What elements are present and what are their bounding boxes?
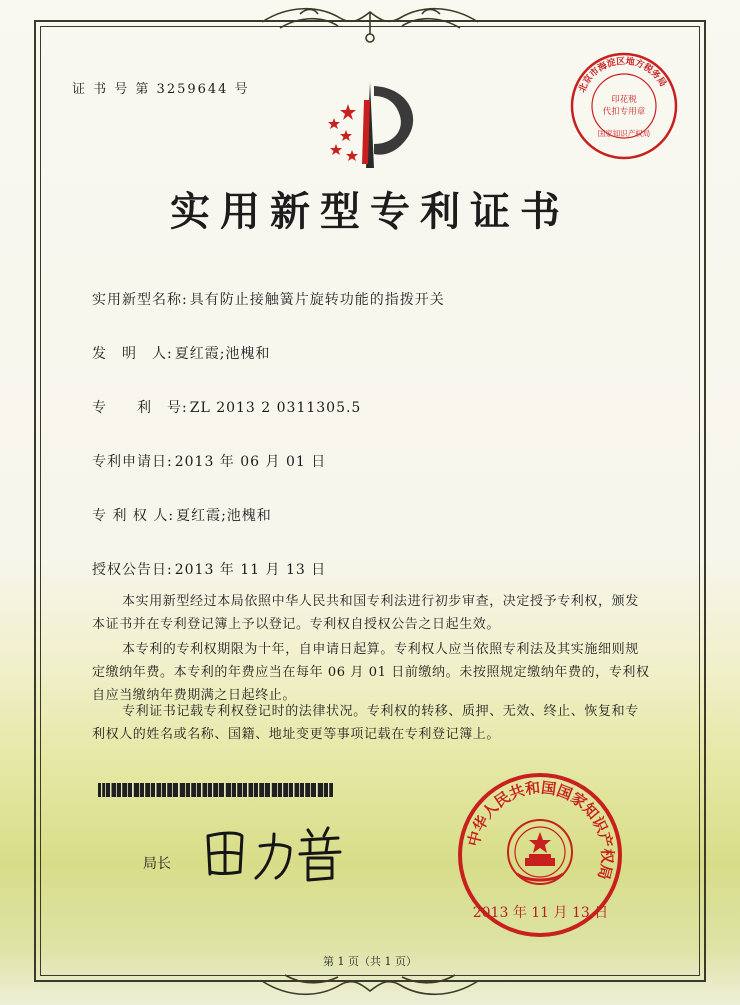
stamp-date: 2013 年 11 月 13 日 — [472, 905, 609, 921]
page-number: 第 1 页（共 1 页） — [323, 955, 417, 968]
field-label: 授权公告日 — [92, 562, 167, 578]
small-stamp-center-line1: 印花税 — [611, 95, 637, 105]
certificate-number-label: 证 书 号 第 — [72, 82, 151, 97]
field-filing-date: 专利申请日: 2013 年 06 月 01 日 — [92, 454, 327, 470]
field-label: 发 明 人 — [92, 346, 167, 362]
tax-stamp-icon — [568, 50, 680, 162]
field-value: 夏红霞;池槐和 — [176, 508, 272, 524]
barcode-icon — [98, 783, 333, 797]
field-value: 2013 年 06 月 01 日 — [174, 454, 327, 470]
patent-office-emblem-icon — [308, 64, 428, 184]
handwritten-signature — [198, 822, 358, 886]
field-label: 专 利 号 — [92, 400, 182, 416]
big-stamp-ring-text: 中华人民共和国国家知识产权局 — [464, 778, 617, 882]
body-paragraph-1: 本实用新型经过本局依照中华人民共和国专利法进行初步审查，决定授予专利权，颁发本证书并在专利登记簿上予以登记。专利权自授权公告之日起生效。 — [92, 594, 639, 632]
certificate-number-suffix: 号 — [234, 82, 250, 97]
national-emblem-icon — [508, 820, 572, 884]
director-label: 局长 — [143, 856, 171, 872]
field-label: 专 利 权 人 — [92, 508, 169, 524]
field-patent-number: 专 利 号: ZL 2013 2 0311305.5 — [92, 400, 362, 416]
small-stamp-bottom-text: 国家知识产权局 — [597, 129, 651, 138]
small-stamp-center-line2: 代扣专用章 — [602, 107, 646, 117]
certificate-title: 实用新型专利证书 — [170, 190, 570, 234]
field-utility-model-name: 实用新型名称: 具有防止接触簧片旋转功能的指拨开关 — [92, 292, 445, 308]
body-paragraph-2: 本专利的专利权期限为十年，自申请日起算。专利权人应当依照专利法及其实施细则规定缴纳年费。本专利的年费应当在每年 06 月 01 日前缴纳。未按照规定缴纳年费的，专利权自应当缴纳年费期满之日起终止。 — [92, 642, 650, 703]
body-paragraph-3: 专利证书记载专利权登记时的法律状况。专利权的转移、质押、无效、终止、恢复和专利权人的姓名或名称、国籍、地址变更等事项记载在专利登记簿上。 — [92, 704, 639, 742]
field-value: 夏红霞;池槐和 — [174, 346, 271, 362]
field-label: 实用新型名称 — [92, 292, 182, 308]
certificate-number-value: 3259644 — [156, 82, 229, 97]
field-patentee: 专 利 权 人: 夏红霞;池槐和 — [92, 508, 272, 524]
field-grant-date: 授权公告日: 2013 年 11 月 13 日 — [92, 562, 327, 578]
field-inventor: 发 明 人: 夏红霞;池槐和 — [92, 346, 271, 362]
field-value: 具有防止接触簧片旋转功能的指拨开关 — [189, 292, 445, 308]
field-value: ZL 2013 2 0311305.5 — [189, 400, 362, 416]
certificate-number — [72, 78, 250, 97]
field-label: 专利申请日 — [92, 454, 167, 470]
field-value: 2013 年 11 月 13 日 — [174, 562, 327, 578]
small-stamp-ring-text: 北京市海淀区地方税务局 — [577, 56, 668, 95]
